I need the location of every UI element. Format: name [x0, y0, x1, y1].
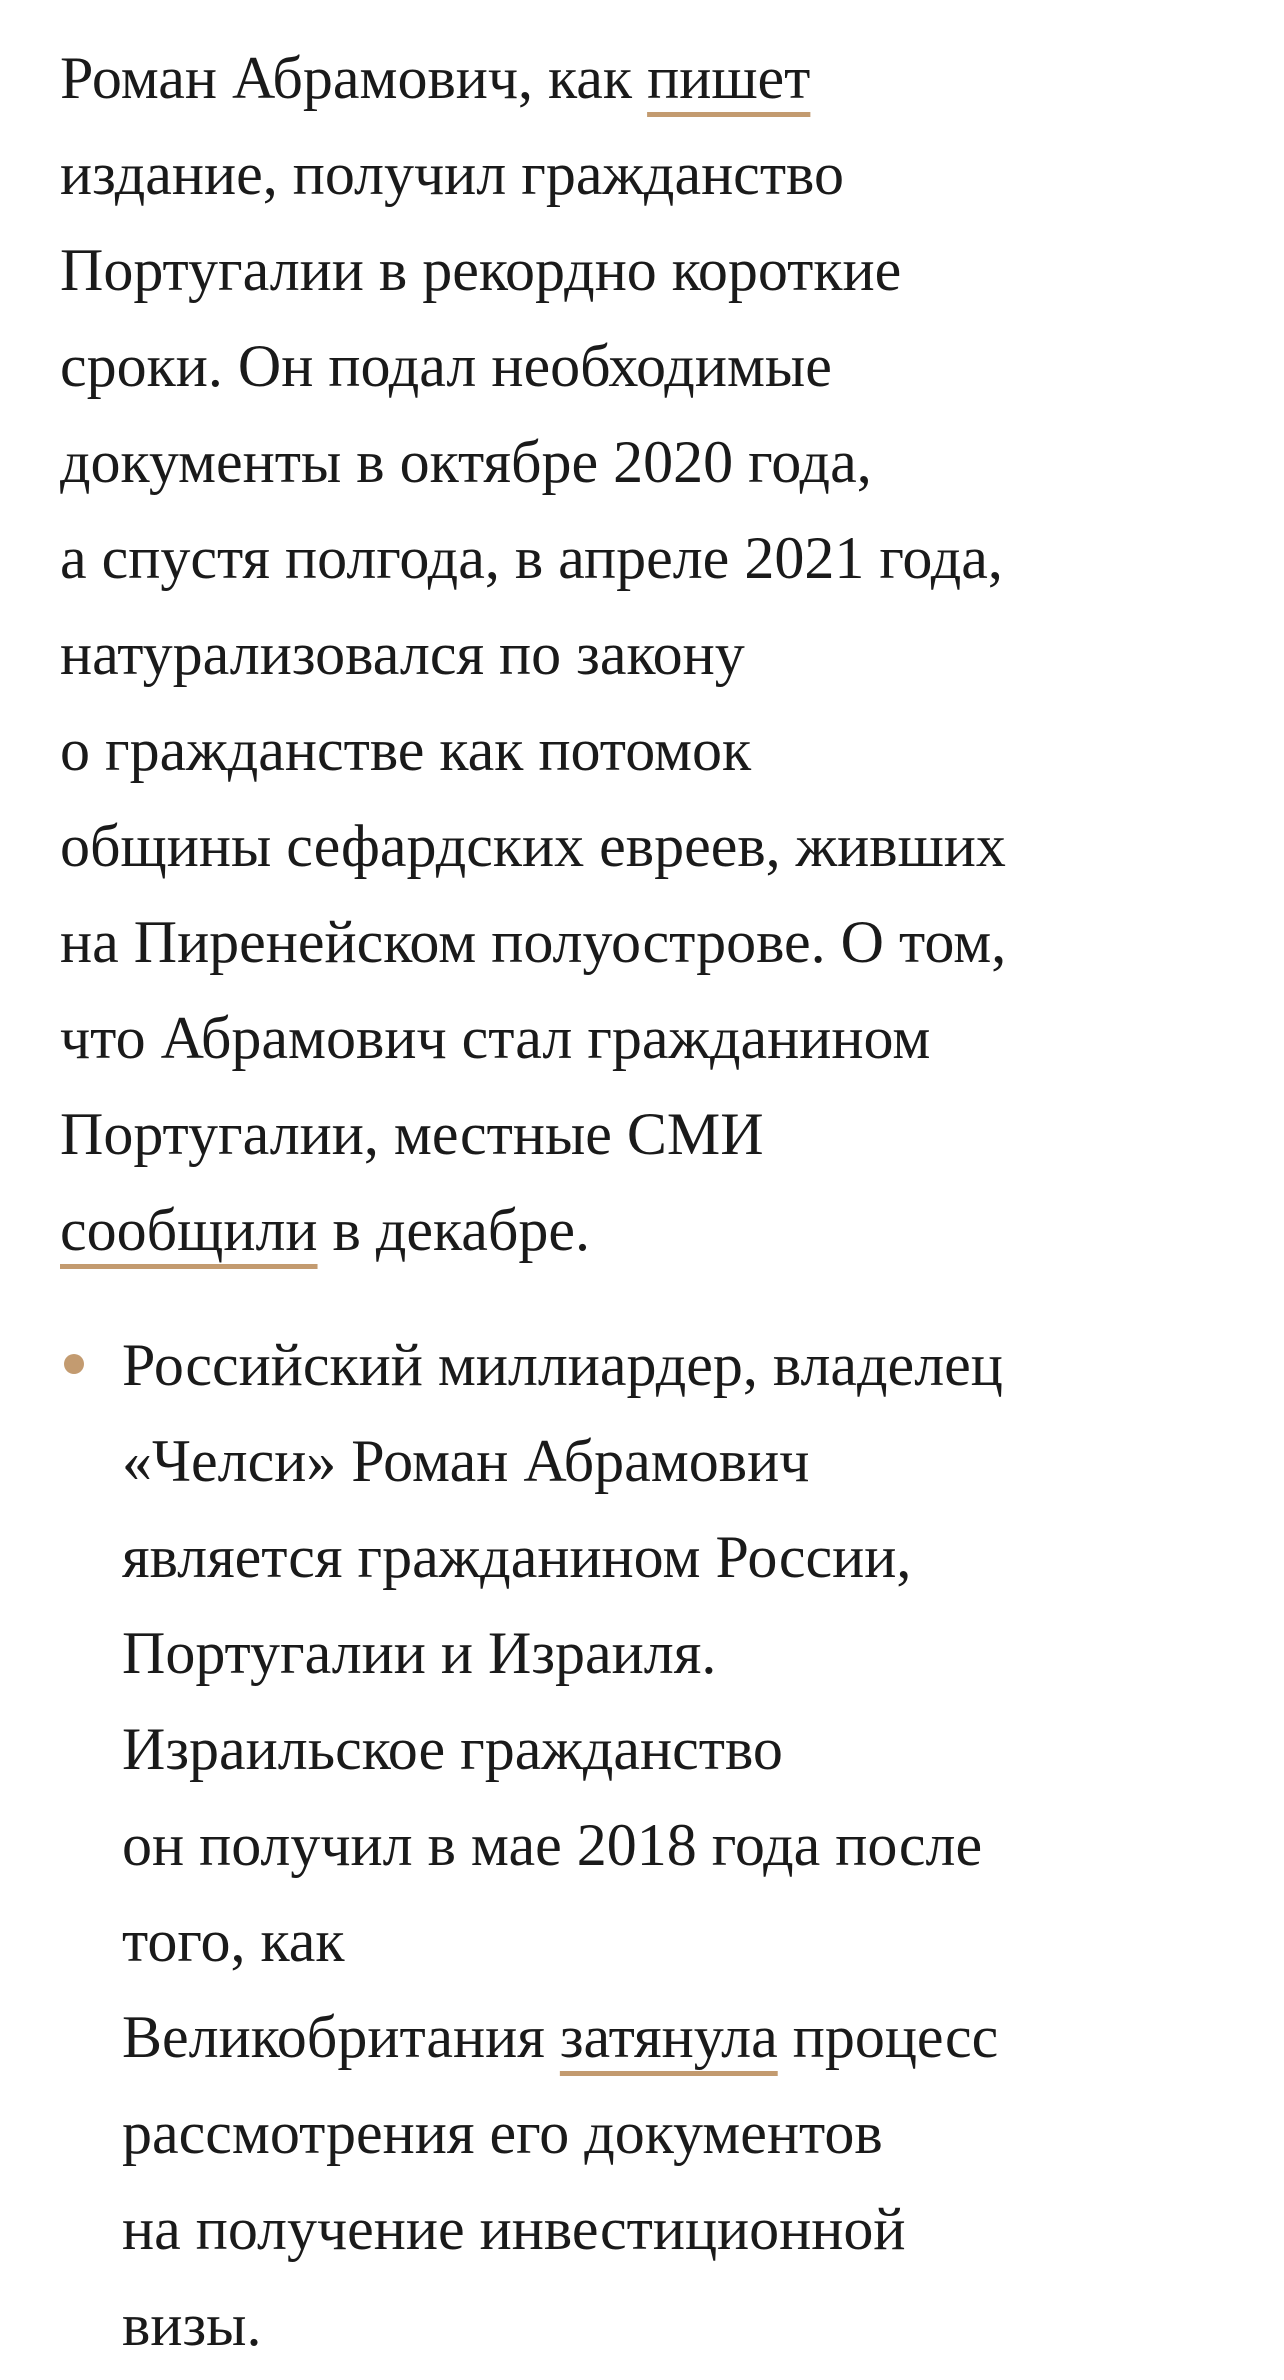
bullet-line: Израильское гражданство [122, 1716, 783, 1782]
paragraph-line: общины сефардских евреев, живших [60, 813, 1006, 879]
bullet-line: визы. [122, 2292, 262, 2358]
bullet-line: «Челси» Роман Абрамович [122, 1428, 810, 1494]
bullet-line: является гражданином России, [122, 1524, 912, 1590]
paragraph-line: Португалии в рекордно короткие [60, 237, 902, 303]
bullet-line: Российский миллиардер, владелец [122, 1332, 1003, 1398]
paragraph-line [60, 30, 1240, 126]
source-link-soobshchili[interactable]: сообщили [60, 1197, 318, 1263]
bullet-line: Португалии и Израиля. [122, 1620, 717, 1686]
paragraph-text: Роман Абрамович, как [60, 45, 648, 111]
paragraph-line: натурализовался по закону [60, 621, 745, 687]
paragraph-line: сроки. Он подал необходимые [60, 333, 832, 399]
source-link-zatyanula[interactable]: затянула [559, 2004, 778, 2070]
bullet-line: рассмотрения его документов [122, 2100, 883, 2166]
bullet-text-segment: Великобритания [122, 2004, 560, 2070]
paragraph-line: Португалии, местные СМИ [60, 1101, 764, 1167]
paragraph-line [60, 1182, 1240, 1278]
bullet-dot-icon [64, 1354, 84, 1374]
paragraph-line: на Пиренейском полуострове. О том, [60, 909, 1007, 975]
article-paragraph [60, 30, 1240, 1278]
paragraph-text: в декабре. [317, 1197, 591, 1263]
bullet-line: на получение инвестиционной [122, 2196, 906, 2262]
paragraph-line: что Абрамович стал гражданином [60, 1005, 931, 1071]
bullet-text-segment: процесс [777, 2004, 999, 2070]
bullet-line: он получил в мае 2018 года после [122, 1812, 983, 1878]
bullet-line: того, как [122, 1908, 345, 1974]
paragraph-line: документы в октябре 2020 года, [60, 429, 872, 495]
bullet-line [122, 1989, 1242, 2085]
paragraph-line: о гражданстве как потомок [60, 717, 752, 783]
paragraph-line: а спустя полгода, в апреле 2021 года, [60, 525, 1003, 591]
source-link-pishet[interactable]: пишет [647, 45, 811, 111]
paragraph-line: издание, получил гражданство [60, 141, 844, 207]
bullet-text [122, 1317, 1242, 2373]
